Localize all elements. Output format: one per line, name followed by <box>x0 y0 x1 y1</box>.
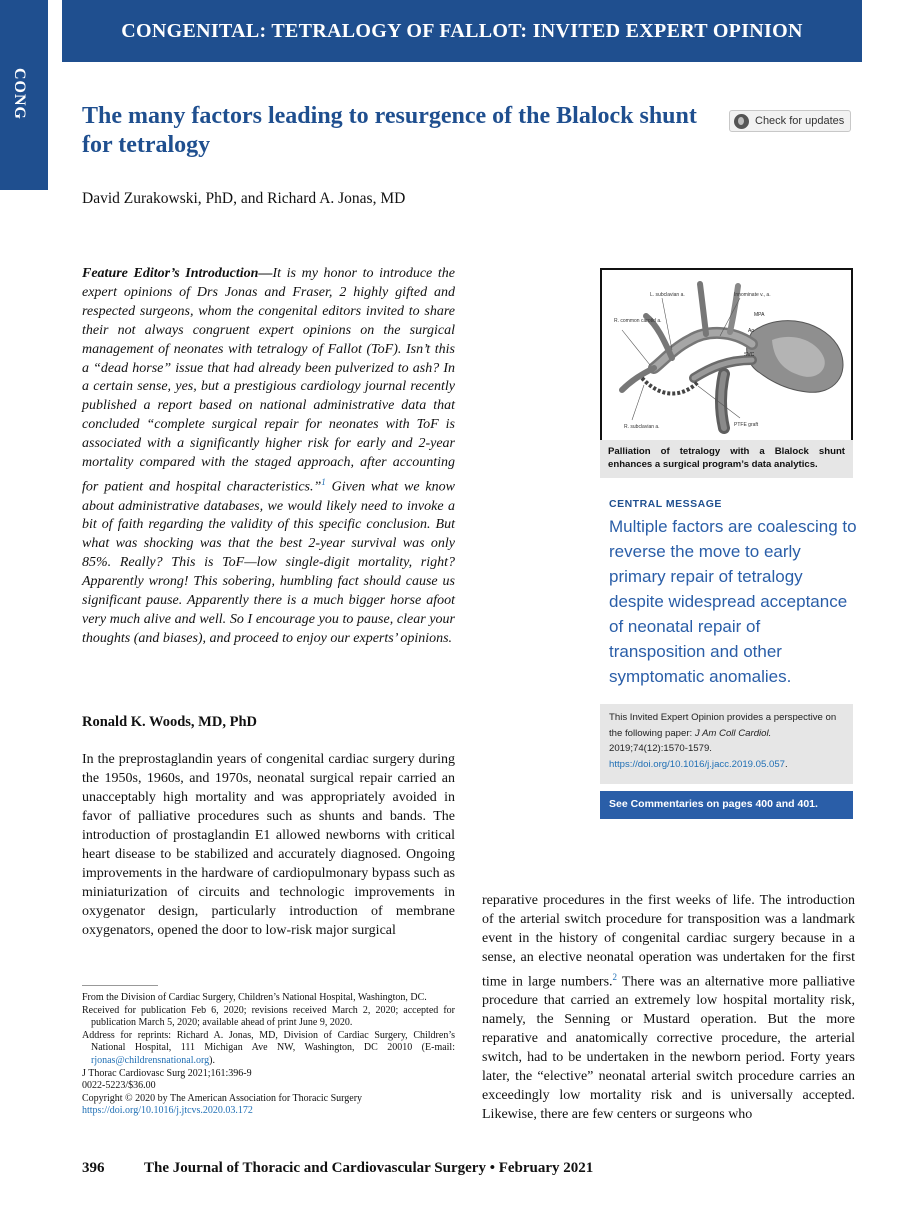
section-header-label: CONGENITAL: TETRALOGY OF FALLOT: INVITED EXPERT OPINION <box>121 19 803 42</box>
perspective-end: . <box>785 758 788 770</box>
label-innominate: Innominate v., a. <box>734 292 771 298</box>
footnotes <box>82 992 455 1118</box>
label-r-subclavian: R. subclavian a. <box>624 424 660 430</box>
intro-text-2: Given what we know about administrative databases, we would likely need to invoke a bit of faith regarding the validity of this specific conclusion. But what was shocking was that the best 2-year survival was only 85%. Really? This is ToF—low single-digit mortality, right? Apparently wrong! This sobering, humbling fact should cause us significant pause. Apparently there is a much bigger horse afoot very much alive and well. So I encourage you to pause, clear your thoughts (and biases), and proceed to enjoy our experts’ opinions. <box>82 479 455 646</box>
label-mpa: MPA <box>754 312 765 318</box>
central-message-label: CENTRAL MESSAGE <box>609 498 722 510</box>
label-ao: Ao <box>748 328 755 334</box>
check-for-updates-label: Check for updates <box>755 115 845 127</box>
perspective-box <box>600 704 853 784</box>
authors: David Zurakowski, PhD, and Richard A. Jonas, MD <box>82 190 406 207</box>
section-side-tab <box>0 0 48 190</box>
central-message-text: Multiple factors are coalescing to reverse the move to early primary repair of tetralogy despite widespread acceptance of neonatal repair of transposition and other symptomatic anomalies. <box>609 517 857 686</box>
perspective-doi-link[interactable]: https://doi.org/10.1016/j.jacc.2019.05.057 <box>609 758 786 770</box>
issn-note: 0022-5223/$36.00 <box>82 1080 156 1092</box>
author-email-link[interactable]: rjonas@childrensnational.org <box>91 1054 210 1066</box>
reprints-address-end: ). <box>209 1054 216 1066</box>
page-footer <box>82 1160 593 1177</box>
feature-editor-introduction <box>82 265 455 649</box>
received-note: Received for publication Feb 6, 2020; revisions received March 2, 2020; accepted for publication March 5, 2020; available ahead of print June 9, 2020. <box>82 1004 455 1029</box>
perspective-journal: J Am Coll Cardiol. <box>694 727 772 739</box>
page-number: 396 <box>82 1160 105 1176</box>
commentator-name: Ronald K. Woods, MD, PhD <box>82 714 257 730</box>
section-header <box>62 0 862 62</box>
check-for-updates-button[interactable] <box>729 110 851 132</box>
body-text-right <box>482 892 855 1125</box>
perspective-details: 2019;74(12):1570-1579. <box>609 743 712 754</box>
label-l-subclavian: L. subclavian a. <box>650 292 685 298</box>
crossmark-icon <box>734 114 749 129</box>
side-tab-label: CONG <box>11 68 28 120</box>
intro-lead: Feature Editor’s Introduction— <box>82 266 273 281</box>
citation-note: J Thorac Cardiovasc Surg 2021;161:396-9 <box>82 1067 252 1079</box>
footer-journal: The Journal of Thoracic and Cardiovascular Surgery • February 2021 <box>144 1160 594 1176</box>
body-text-left: In the preprostaglandin years of congenital cardiac surgery during the 1950s, 1960s, and 1970s, neonatal surgical repair carried an unacceptably high mortality and was appropriately avoided in favor of palliative procedures such as shunts and bands. The introduction of prostaglandin E1 allowed newborns with critical heart disease to be stabilized and accurately diagnosed. Ongoing improvements in the hardware of cardiopulmonary bypass such as miniaturization of circuits and technologic improvements in oxygenator design, particularly introduction of membrane oxygenators, opened the door to low-risk major surgical <box>82 752 455 938</box>
blalock-shunt-illustration <box>602 270 851 460</box>
figure-caption: Palliation of tetralogy with a Blalock shunt enhances a surgical program’s data analytics. <box>600 440 853 478</box>
label-ptfe-graft: PTFE graft <box>734 422 759 428</box>
reprints-address: Address for reprints: Richard A. Jonas, MD, Division of Cardiac Surgery, Children’s National Hospital, 111 Michigan Ave NW, Washington, DC 20010 (E-mail: <box>82 1029 455 1054</box>
reprints-note <box>82 1030 455 1068</box>
footnote-divider <box>82 985 158 986</box>
doi-link[interactable]: https://doi.org/10.1016/j.jtcvs.2020.03.172 <box>82 1105 253 1117</box>
figure-blalock-shunt <box>600 268 853 462</box>
article-title: The many factors leading to resurgence of the Blalock shunt for tetralogy <box>82 103 697 158</box>
copyright-note: Copyright © 2020 by The American Association for Thoracic Surgery <box>82 1092 363 1104</box>
perspective-text: This Invited Expert Opinion provides a perspective on the following paper: <box>609 712 837 739</box>
see-commentaries-banner[interactable]: See Commentaries on pages 400 and 401. <box>600 791 853 819</box>
label-svc: SVC <box>744 352 755 358</box>
body-right-text-2: There was an alternative more palliative procedure that carried an extremely low hospital mortality risk, namely, the Senning or Mustard operation. But the more reparative and anatomically corrective procedure, the arterial switch, had to be undertaken in the newborn period. Forty years later, the “elective” neonatal arterial switch procedure carries an exceedingly low mortality risk and is universally accepted. Likewise, there are few centers or surgeons who <box>482 974 855 1122</box>
reference-1-link[interactable]: 1 <box>321 476 326 487</box>
intro-text: It is my honor to introduce the expert opinions of Drs Jonas and Fraser, 2 highly gifted and respected surgeons, whom the congenital editors invited to share their not always congruent expert opinions on the surgical management of neonates with tetralogy of Fallot (ToF). Isn’t this a “dead horse” issue that had already been pulverized to ash? In a certain sense, yes, but a prestigious cardiology journal recently published a report based on national administrative data that concluded “complete surgical repair for neonates with ToF is associated with a significantly higher risk for early and 2-year mortality compared with the staged approach, after accounting for patient and hospital characteristics.” <box>82 266 455 495</box>
reference-2-link[interactable]: 2 <box>612 971 618 982</box>
label-r-common-carotid: R. common carotid a. <box>614 318 662 324</box>
affiliation-note: From the Division of Cardiac Surgery, Children’s National Hospital, Washington, DC. <box>82 992 427 1003</box>
body-right-text: reparative procedures in the first weeks of life. The introduction of the arterial switch procedure for transposition was a landmark event in the history of congenital cardiac surgery because in a sense, an elective neonatal operation was undertaken for the first time in large numbers. <box>482 893 855 990</box>
